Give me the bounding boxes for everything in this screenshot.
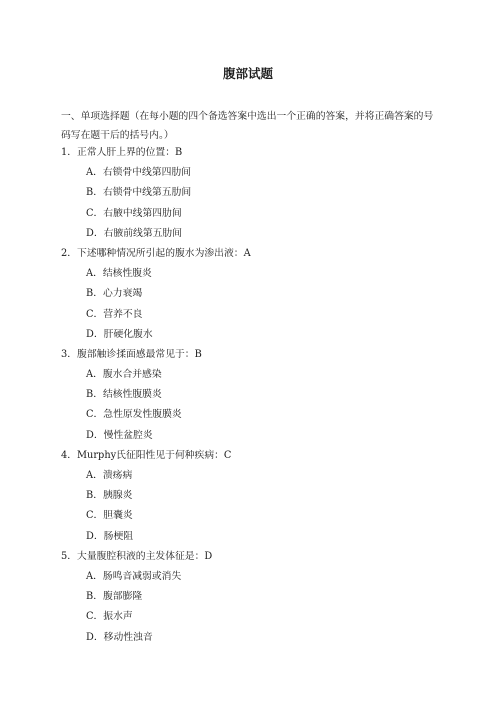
question-3-stem: 3．腹部触诊揉面感最常见于：B <box>61 348 202 360</box>
question-list <box>61 143 451 648</box>
question-4-option-c: C．胆囊炎 <box>86 510 133 522</box>
question-2-option-c: C．营养不良 <box>86 308 143 320</box>
question-2-option-a: A．结核性腹炎 <box>86 268 152 280</box>
question-3-option-b: B．结核性腹膜炎 <box>86 389 162 401</box>
question-5-option-b: B．腹部膨隆 <box>86 591 143 603</box>
question-3-option-c: C．急性原发性腹膜炎 <box>86 409 182 421</box>
question-1-option-b: B．右锁骨中线第五肋间 <box>86 187 192 199</box>
question-4-option-b: B．胰腺炎 <box>86 490 133 502</box>
question-5-option-c: C．振水声 <box>86 611 133 623</box>
question-5-stem: 5．大量腹腔积液的主发体征是：D <box>61 550 213 562</box>
section-instructions: 一、单项选择题（在每小题的四个备选答案中选出一个正确的答案，并将正确答案的号码写在题干后的括号内。） <box>61 111 434 141</box>
question-2-stem: 2．下述哪种情况所引起的腹水为渗出液：A <box>61 247 251 259</box>
question-1-stem: 1．正常人肝上界的位置：B <box>61 147 183 158</box>
question-1-option-c: C．右腋中线第四肋间 <box>86 207 182 219</box>
question-1-option-d: D．右腋前线第五肋间 <box>86 227 183 239</box>
question-4-option-d: D．肠梗阻 <box>86 530 134 542</box>
question-4-stem: 4．Murphy氏征阳性见于何种疾病：C <box>61 449 232 461</box>
question-2-option-b: B．心力衰竭 <box>86 288 143 300</box>
question-1-option-a: A．右锁骨中线第四肋间 <box>86 167 192 179</box>
question-3-option-a: A．腹水合并感染 <box>86 369 162 381</box>
question-5-option-a: A．肠鸣音减弱或消失 <box>86 570 182 582</box>
page-title: 腹部试题 <box>222 66 273 81</box>
question-2-option-d: D．肝硬化腹水 <box>86 328 153 340</box>
question-3-option-d: D．慢性盆腔炎 <box>86 429 153 441</box>
question-5-option-d: D．移动性浊音 <box>86 631 153 643</box>
question-4-option-a: A．溃疡病 <box>86 470 133 481</box>
